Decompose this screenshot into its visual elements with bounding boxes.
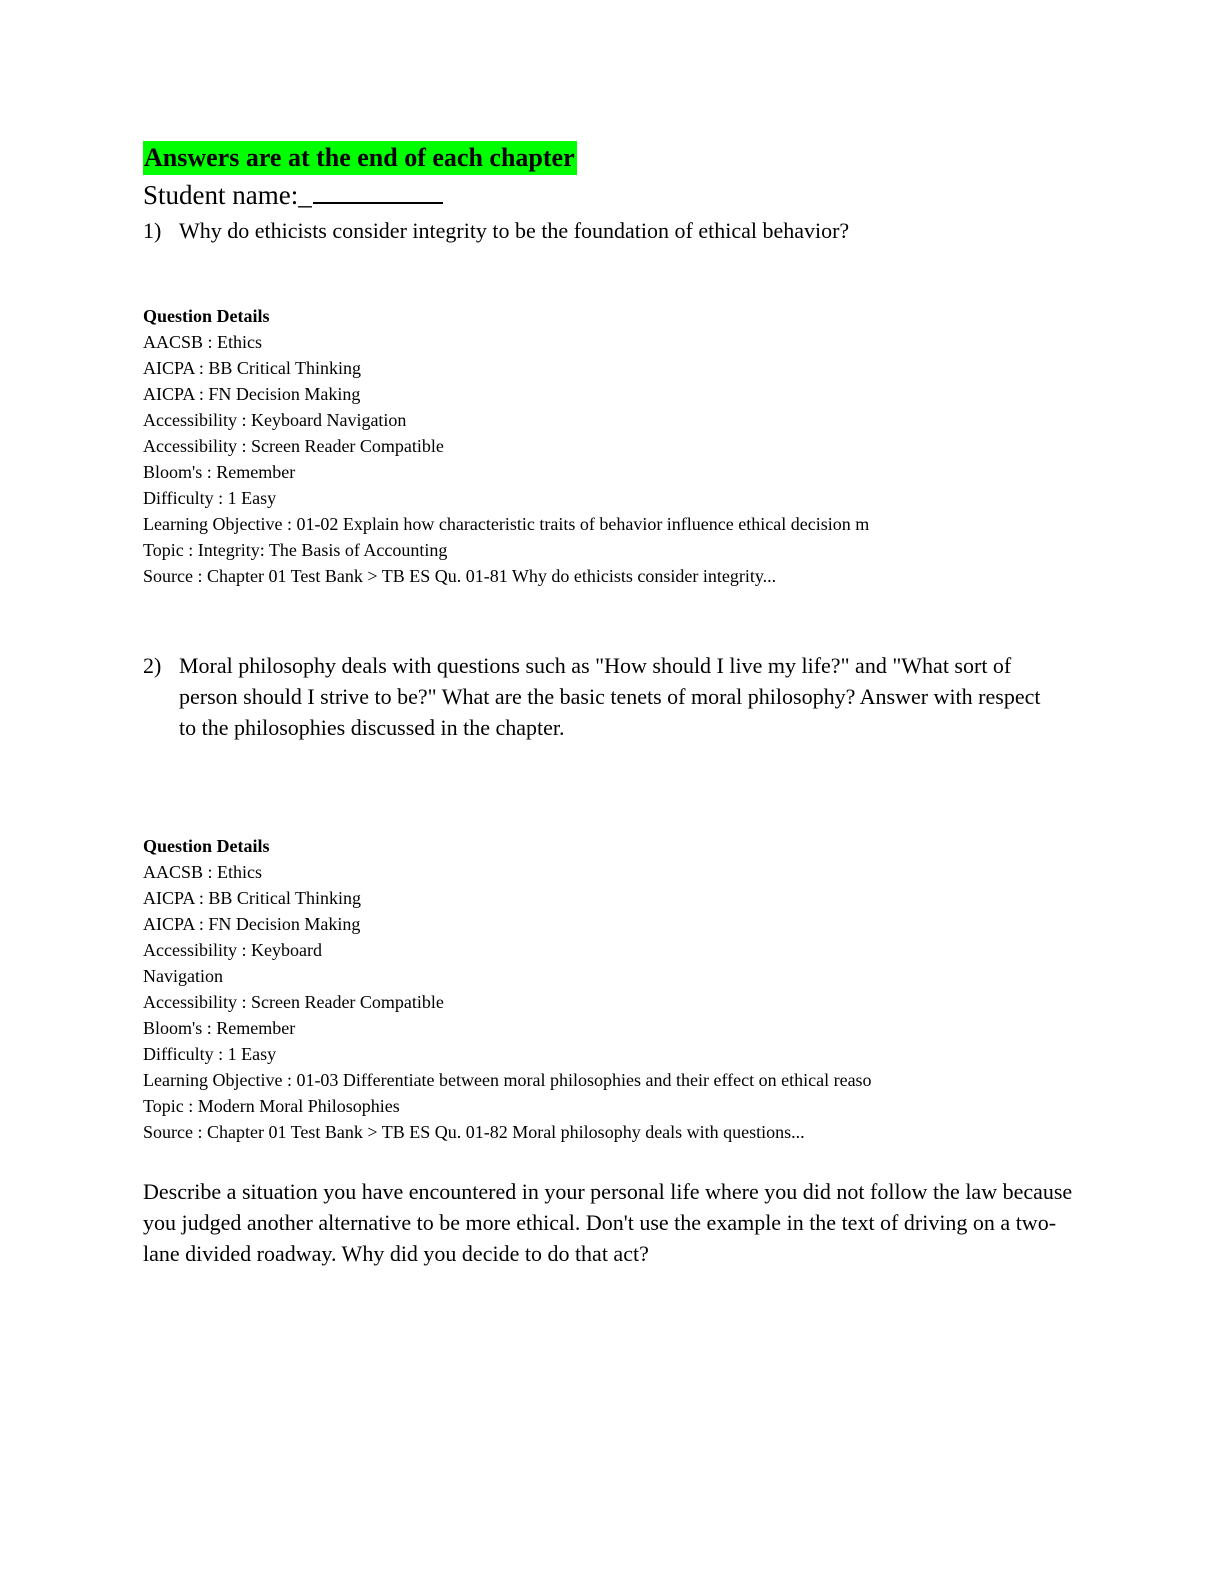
detail-accessibility-screen-reader: Accessibility : Screen Reader Compatible	[143, 436, 444, 456]
detail-aacsb: AACSB : Ethics	[143, 332, 263, 352]
detail-aicpa-fn: AICPA : FN Decision Making	[143, 914, 361, 934]
essay-prompt: Describe a situation you have encountered in your personal life where you did not follow the law because you judged another alternative to be more ethical. Don't use the example in the text of driving on a two-lane divided roadway. Why did you decide to do that act?	[143, 1179, 1073, 1266]
question-number: 1)	[143, 218, 162, 243]
details-heading: Question Details	[143, 306, 270, 326]
detail-accessibility-keyboard-cont: Navigation	[143, 966, 223, 986]
student-name-blank	[313, 180, 443, 204]
question-1	[143, 215, 1063, 246]
detail-learning-objective: Learning Objective : 01-02 Explain how characteristic traits of behavior influence ethical decision m	[143, 514, 870, 534]
detail-blooms: Bloom's : Remember	[143, 1018, 296, 1038]
student-name-line	[143, 178, 443, 212]
detail-learning-objective: Learning Objective : 01-03 Differentiate between moral philosophies and their effect on ethical reaso	[143, 1070, 872, 1090]
detail-source: Source : Chapter 01 Test Bank > TB ES Qu. 01-81 Why do ethicists consider integrity...	[143, 566, 777, 586]
question-text: Moral philosophy deals with questions such as "How should I live my life?" and "What sort of person should I strive to be?" What are the basic tenets of moral philosophy? Answer with respect to the philosophies discussed in the chapter.	[179, 653, 1041, 740]
detail-source: Source : Chapter 01 Test Bank > TB ES Qu. 01-82 Moral philosophy deals with questions...	[143, 1122, 805, 1142]
detail-aicpa-bb: AICPA : BB Critical Thinking	[143, 888, 362, 908]
detail-aicpa-bb: AICPA : BB Critical Thinking	[143, 358, 362, 378]
question-text: Why do ethicists consider integrity to be the foundation of ethical behavior?	[179, 218, 850, 243]
question-1-details	[143, 303, 1043, 589]
question-number: 2)	[143, 653, 162, 678]
detail-difficulty: Difficulty : 1 Easy	[143, 1044, 277, 1064]
question-2	[143, 650, 1063, 743]
detail-accessibility-keyboard: Accessibility : Keyboard Navigation	[143, 410, 407, 430]
detail-accessibility-screen-reader: Accessibility : Screen Reader Compatible	[143, 992, 444, 1012]
detail-topic: Topic : Integrity: The Basis of Accounting	[143, 540, 448, 560]
question-2-details	[143, 833, 1043, 1145]
detail-aacsb: AACSB : Ethics	[143, 862, 263, 882]
student-name-label: Student name:_	[143, 180, 312, 210]
detail-topic: Topic : Modern Moral Philosophies	[143, 1096, 400, 1116]
detail-blooms: Bloom's : Remember	[143, 462, 296, 482]
detail-aicpa-fn: AICPA : FN Decision Making	[143, 384, 361, 404]
detail-difficulty: Difficulty : 1 Easy	[143, 488, 277, 508]
detail-accessibility-keyboard: Accessibility : Keyboard	[143, 940, 322, 960]
answers-banner: Answers are at the end of each chapter	[143, 141, 577, 175]
details-heading: Question Details	[143, 836, 270, 856]
